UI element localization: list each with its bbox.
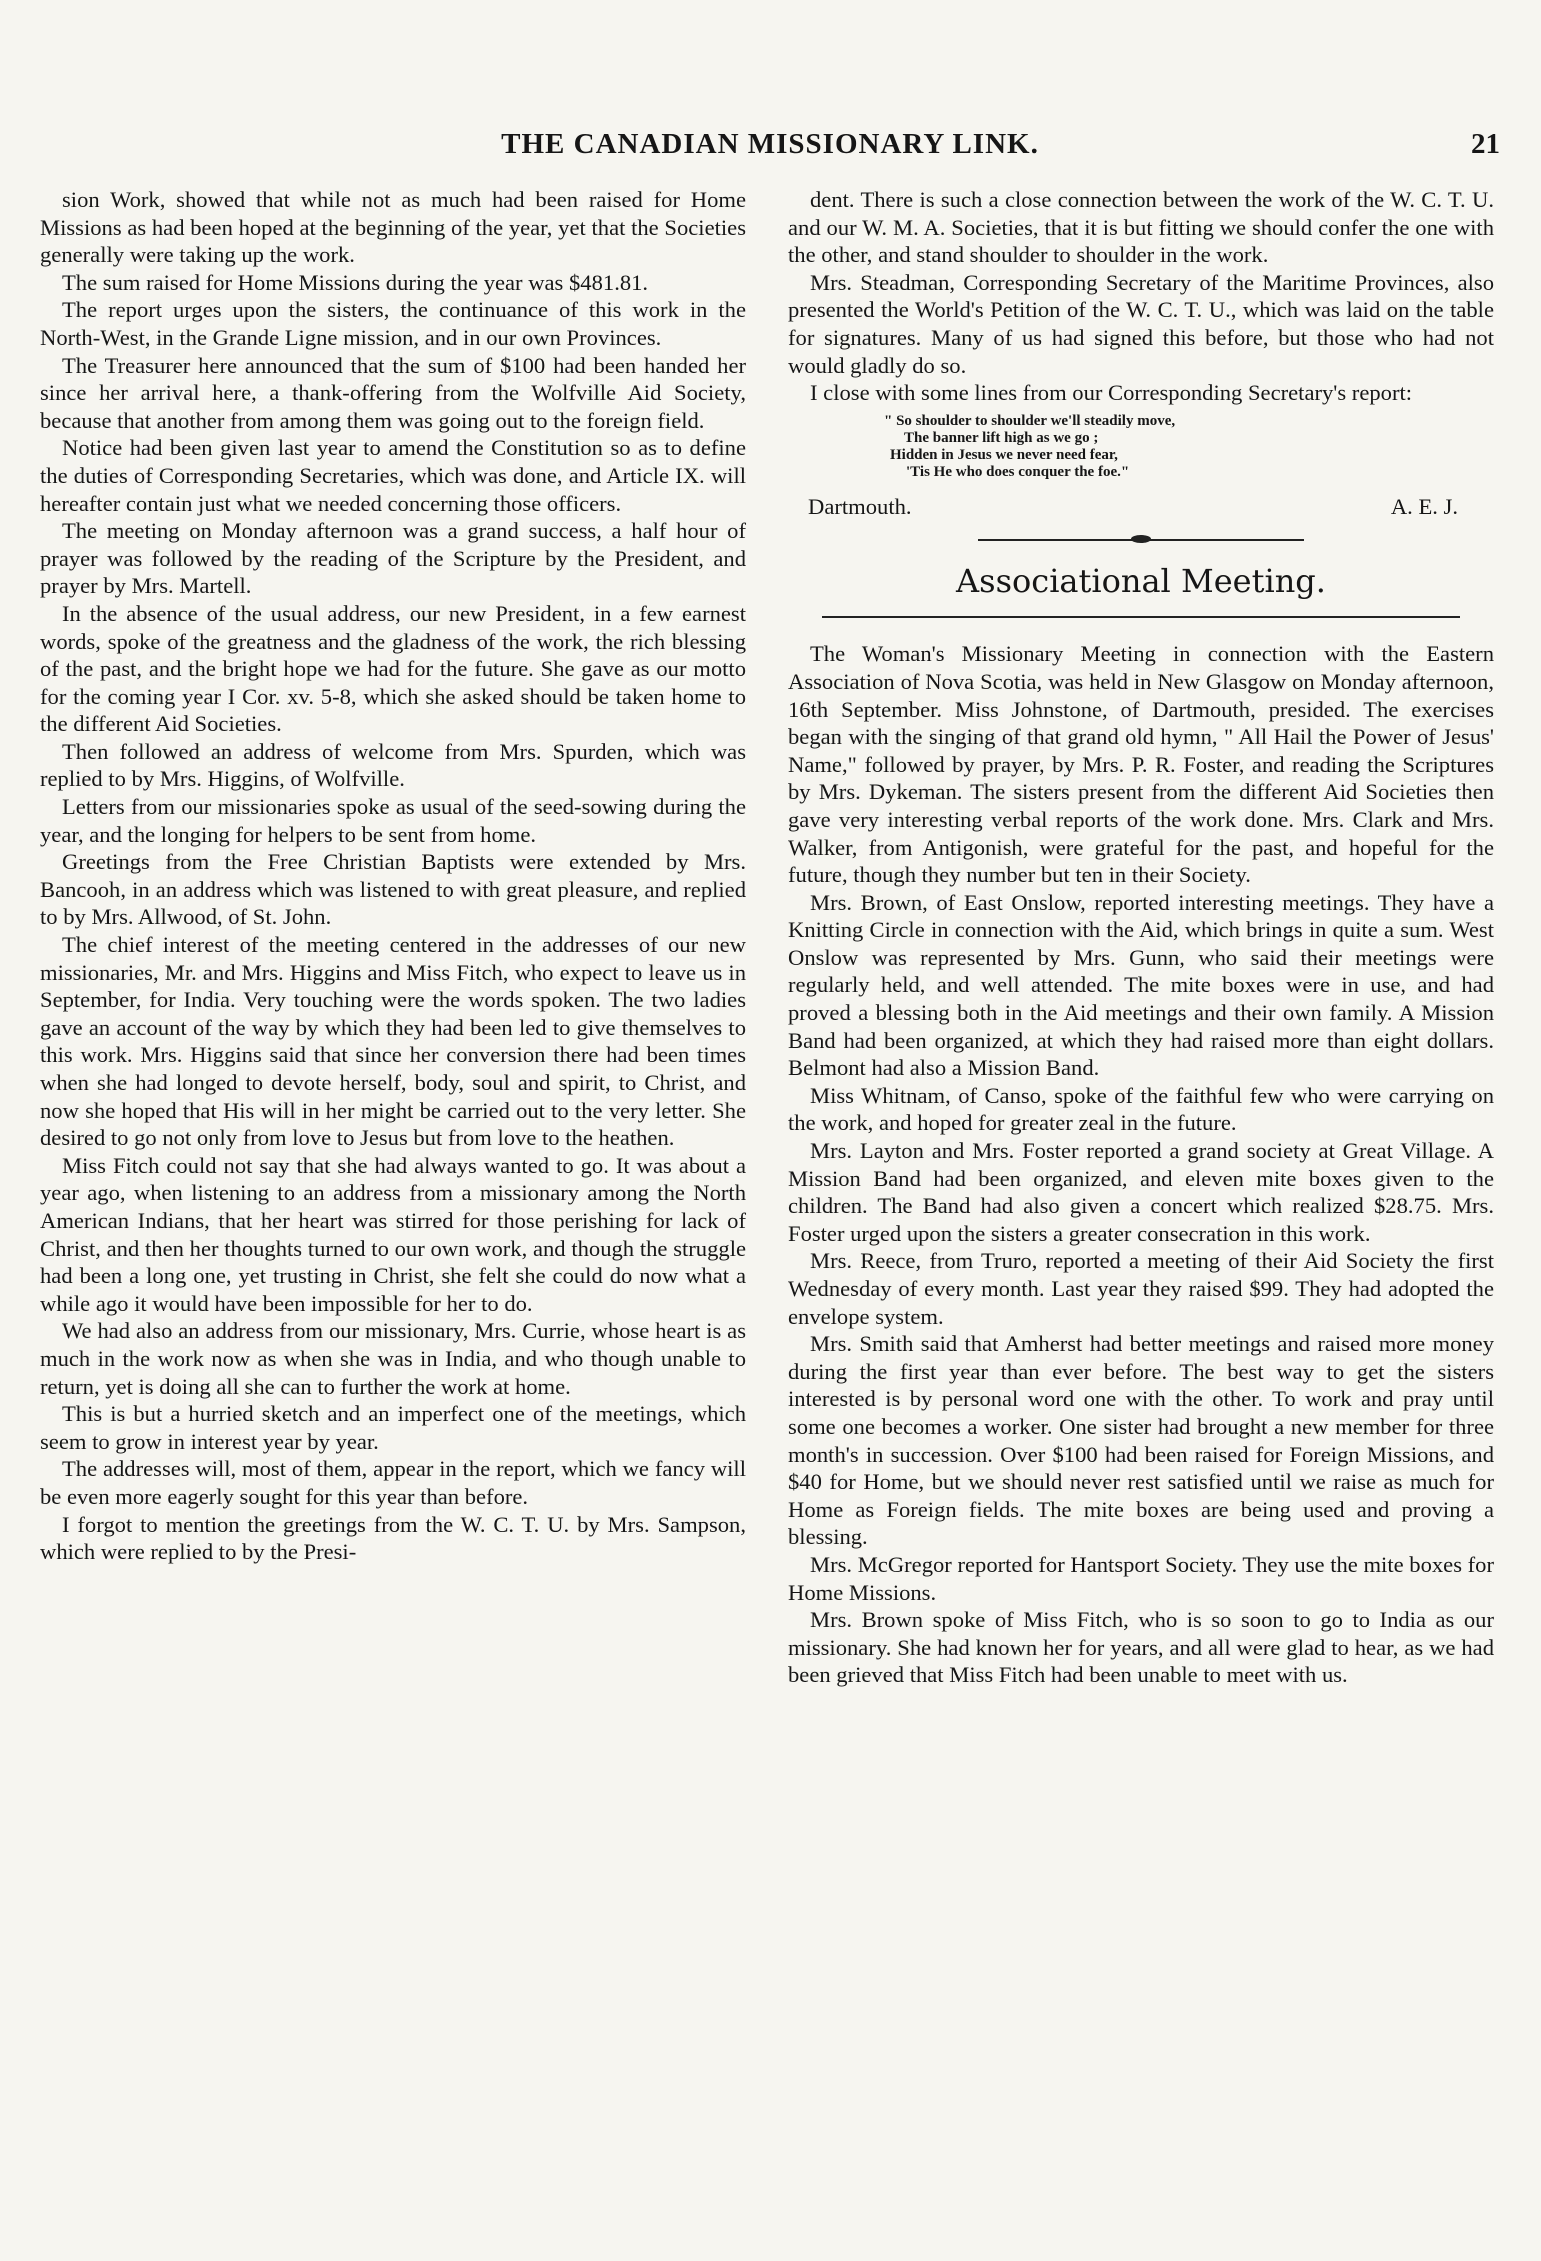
paragraph: Mrs. Reece, from Truro, reported a meeting of their Aid Society the first Wednesday of every month. Last year they raised $99. They had adopted the envelope system.: [788, 1248, 1494, 1329]
page-number: 21: [1471, 128, 1500, 160]
paragraph: Miss Fitch could not say that she had always wanted to go. It was about a year ago, when listening to an address from a missionary among the North American Indians, that her heart was stirred for those perishing for lack of Christ, and then her thoughts turned to our own work, and though the struggle had been a long one, yet trusting in Christ, she felt she could do now what a while ago it would have been impossible for her to do.: [40, 1152, 746, 1316]
page-header: [40, 128, 1500, 172]
section-heading: Associational Meeting.: [956, 562, 1326, 601]
verse-line: " So shoulder to shoulder we'll steadily move,: [884, 412, 1176, 429]
paragraph: dent. There is such a close connection between the work of the W. C. T. U. and our W. M. A. Societies, that it is but fitting we should confer the one with the other, and stand shoulder to shoulder in the work.: [788, 187, 1494, 268]
paragraph: Letters from our missionaries spoke as usual of the seed-sowing during the year, and the longing for helpers to be sent from home.: [40, 794, 746, 847]
left-column: [40, 186, 746, 1566]
paragraph: The Woman's Missionary Meeting in connection with the Eastern Association of Nova Scotia, was held in New Glasgow on Monday afternoon, 16th September. Miss Johnstone, of Dartmouth, presided. The exercises began with the singing of that grand old hymn, " All Hail the Power of Jesus' Name," followed by prayer, by Mrs. P. R. Foster, and reading the Scriptures by Mrs. Dykeman. The sisters present from the different Aid Societies then gave very interesting verbal reports of the work done. Mrs. Clark and Mrs. Walker, from Antigonish, were grateful for the past, and hopeful for the future, though they number but ten in their Society.: [788, 641, 1494, 888]
paragraph: Notice had been given last year to amend the Constitution so as to define the duties of Corresponding Secretaries, which was done, and Article IX. will hereafter contain just what we needed concerning those officers.: [40, 435, 746, 516]
paragraph: Greetings from the Free Christian Baptists were extended by Mrs. Bancooh, in an address which was listened to with great pleasure, and replied to by Mrs. Allwood, of St. John.: [40, 849, 746, 930]
verse-line: Hidden in Jesus we never need fear,: [890, 446, 1118, 463]
paragraph: This is but a hurried sketch and an imperfect one of the meetings, which seem to grow in interest year by year.: [40, 1401, 746, 1454]
paragraph: The meeting on Monday afternoon was a grand success, a half hour of prayer was followed by the reading of the Scripture by the President, and prayer by Mrs. Martell.: [40, 518, 746, 599]
verse-line: 'Tis He who does conquer the foe.": [906, 463, 1130, 480]
paragraph: Mrs. McGregor reported for Hantsport Society. They use the mite boxes for Home Missions.: [788, 1551, 1494, 1605]
paragraph: Mrs. Smith said that Amherst had better meetings and raised more money during the first year than ever before. The best way to get the sisters interested is by personal word one with the other. To work and pray until some one becomes a worker. One sister had brought a new member for three month's in succession. Over $100 had been raised for Foreign Missions, and $40 for Home, but we should never rest satisfied until we raise as much for Home as Foreign fields. The mite boxes are being used and proving a blessing.: [788, 1331, 1494, 1550]
paragraph: Mrs. Brown spoke of Miss Fitch, who is so soon to go to India as our missionary. She had known her for years, and all were glad to hear, as we had been grieved that Miss Fitch had been unable to meet with us.: [788, 1607, 1494, 1688]
paragraph: Mrs. Layton and Mrs. Foster reported a grand society at Great Village. A Mission Band had been organized, and eleven mite boxes given to the children. The Band had also given a concert which realized $28.75. Mrs. Foster urged upon the sisters a greater consecration in this work.: [788, 1138, 1494, 1246]
paragraph: Miss Whitnam, of Canso, spoke of the faithful few who were carrying on the work, and hoped for greater zeal in the future.: [788, 1082, 1494, 1136]
paragraph: The sum raised for Home Missions during the year was $481.81.: [62, 269, 649, 295]
paragraph: The report urges upon the sisters, the continuance of this work in the North-West, in the Grande Ligne mission, and in our own Provinces.: [40, 297, 746, 350]
verse-line: The banner lift high as we go ;: [904, 429, 1099, 446]
paragraph: In the absence of the usual address, our new President, in a few earnest words, spoke of the greatness and the gladness of the work, the rich blessing of the past, and the bright hope we had for the future. She gave as our motto for the coming year I Cor. xv. 5-8, which she asked should be taken home to the different Aid Societies.: [40, 600, 746, 737]
heading-rule: [822, 616, 1460, 618]
paragraph: The Treasurer here announced that the sum of $100 had been handed her since her arrival here, a thank-offering from the Wolfville Aid Society, because that another from among them was going out to the foreign field.: [40, 352, 746, 433]
signature-place: Dartmouth.: [808, 493, 912, 519]
paragraph: I forgot to mention the greetings from the W. C. T. U. by Mrs. Sampson, which were replied to by the Presi-: [40, 1511, 746, 1565]
paragraph: sion Work, showed that while not as much had been raised for Home Missions as had been hoped at the beginning of the year, yet that the Societies generally were taking up the work.: [40, 187, 746, 268]
masthead-title: THE CANADIAN MISSIONARY LINK.: [501, 128, 1039, 160]
ornamental-divider: [978, 534, 1304, 546]
signature-initials: A. E. J.: [1390, 493, 1458, 519]
quoted-verse: [788, 413, 1494, 481]
paragraph: I close with some lines from our Corresponding Secretary's report:: [810, 380, 1413, 406]
paragraph: The chief interest of the meeting centered in the addresses of our new missionaries, Mr. and Mrs. Higgins and Miss Fitch, who expect to leave us in September, for India. Very touching were the words spoken. The two ladies gave an account of the way by which they had been led to give themselves to this work. Mrs. Higgins said that since her conversion there had been times when she had longed to devote herself, body, soul and spirit, to Christ, and now she hoped that His will in her might be carried out to the very letter. She desired to go not only from love to Jesus but from love to the heathen.: [40, 932, 746, 1151]
paragraph: Mrs. Brown, of East Onslow, reported interesting meetings. They have a Knitting Circle in connection with the Aid, which brings in quite a sum. West Onslow was represented by Mrs. Gunn, who said their meetings were regularly held, and well attended. The mite boxes were in use, and had proved a blessing both in the Aid meetings and their own family. A Mission Band had been organized, at which they had raised more than eight dollars. Belmont had also a Mission Band.: [788, 889, 1494, 1081]
paragraph: We had also an address from our missionary, Mrs. Currie, whose heart is as much in the work now as when she was in India, and who though unable to return, yet is doing all she can to further the work at home.: [40, 1318, 746, 1399]
paragraph: The addresses will, most of them, appear in the report, which we fancy will be even more eagerly sought for this year than before.: [40, 1456, 746, 1509]
signature-line: [788, 493, 1494, 521]
paragraph: Then followed an address of welcome from Mrs. Spurden, which was replied to by Mrs. Higgins, of Wolfville.: [40, 738, 746, 792]
paragraph: Mrs. Steadman, Corresponding Secretary of the Maritime Provinces, also presented the World's Petition of the W. C. T. U., which was laid on the table for signatures. Many of us had signed this before, but those who had not would gladly do so.: [788, 269, 1494, 378]
right-column: [788, 186, 1494, 1689]
